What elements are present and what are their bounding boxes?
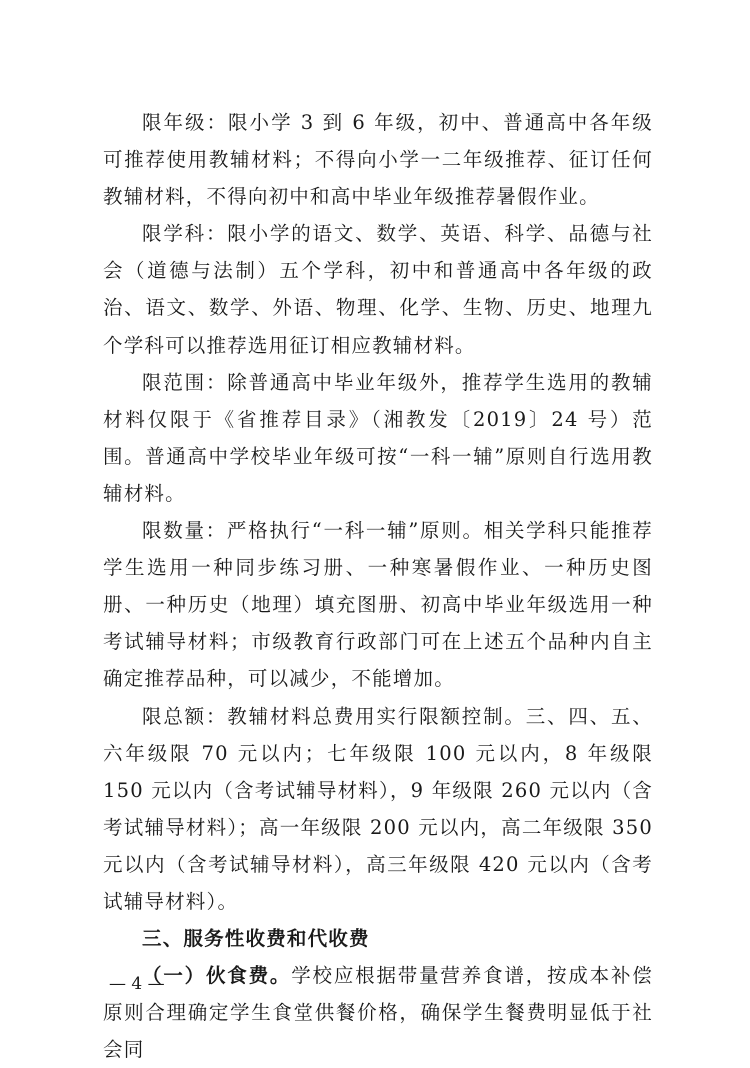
section-heading: 三、服务性收费和代收费 bbox=[142, 927, 370, 951]
page-number: — 4 — bbox=[109, 974, 165, 994]
paragraph-grade-limit: 限年级：限小学 3 到 6 年级，初中、普通高中各年级可推荐使用教辅材料；不得向小学一二年级推荐、征订任何教辅材料，不得向初中和高中毕业年级推荐暑假作业。 bbox=[103, 111, 653, 209]
body-text bbox=[103, 104, 653, 1068]
paragraph-meal-fee bbox=[103, 957, 653, 1068]
paragraph-scope-limit: 限范围：除普通高中毕业年级外，推荐学生选用的教辅材料仅限于《省推荐目录》（湘教发〔2019〕24 号）范围。普通高中学校毕业年级可按“一科一辅”原则自行选用教辅材料。 bbox=[103, 370, 653, 505]
meal-fee-text: 学校应根据带量营养食谱，按成本补偿原则合理确定学生食堂供餐价格，确保学生餐费明显低于社会同 bbox=[103, 964, 653, 1062]
paragraph-total-limit: 限总额：教辅材料总费用实行限额控制。三、四、五、六年级限 70 元以内；七年级限 100 元以内，8 年级限 150 元以内（含考试辅导材料），9 年级限 260 元以内（含考试辅导材料）；高一年级限 200 元以内，高二年级限 350 元以内（含考试辅导材料），高三年级限 420 元以内（含考试辅导材料）。 bbox=[103, 704, 653, 913]
paragraph-quantity-limit: 限数量：严格执行“一科一辅”原则。相关学科只能推荐学生选用一种同步练习册、一种寒暑假作业、一种历史图册、一种历史（地理）填充图册、初高中毕业年级选用一种考试辅导材料；市级教育行政部门可在上述五个品种内自主确定推荐品种，可以减少，不能增加。 bbox=[103, 519, 653, 691]
subsection-lead: （一）伙食费。 bbox=[142, 964, 292, 988]
paragraph-subject-limit: 限学科：限小学的语文、数学、英语、科学、品德与社会（道德与法制）五个学科，初中和普通高中各年级的政治、语文、数学、外语、物理、化学、生物、历史、地理九个学科可以推荐选用征订相应教辅材料。 bbox=[103, 222, 653, 357]
